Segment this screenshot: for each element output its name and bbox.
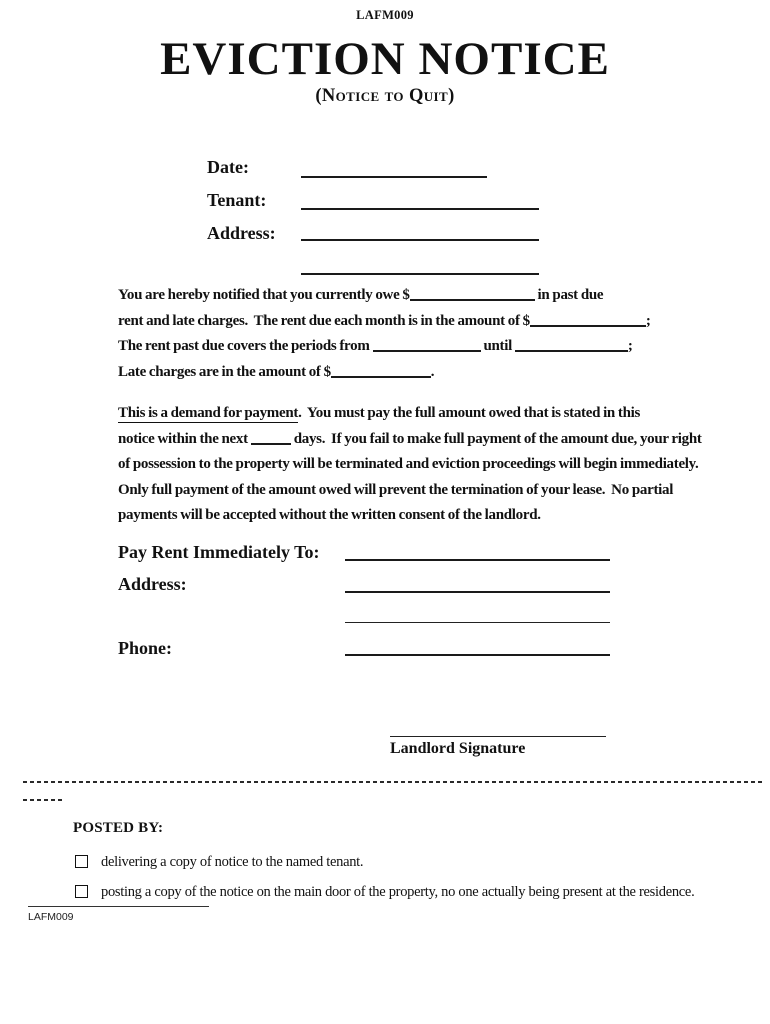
late-charges-blank[interactable] [331,363,431,378]
posted-option-delivering [75,853,363,871]
pay-to-label: Pay Rent Immediately To: [118,542,320,562]
tenant-field-line[interactable] [301,208,539,210]
demand-line-5: payments will be accepted without the written consent of the landlord. [118,507,541,524]
checkbox-icon[interactable] [75,855,88,868]
owed-line-3-tail: ; [627,338,633,355]
owed-line-4 [118,360,651,386]
posted-by-heading: POSTED BY: [73,820,164,836]
demand-line-4: Only full payment of the amount owed will prevent the termination of your lease. No partial [118,481,674,498]
days-blank[interactable] [251,430,291,445]
date-label: Date: [207,157,249,177]
landlord-signature-label: Landlord Signature [390,740,526,757]
page-title: EVICTION NOTICE [160,33,610,85]
demand-paragraph [118,401,702,529]
date-field-line[interactable] [301,176,487,178]
address-label: Address: [207,223,276,243]
monthly-rent-blank[interactable] [530,312,646,327]
owed-line-3 [118,334,651,360]
form-code-header: LAFM009 [356,8,414,22]
demand-lead-underlined: This is a demand for payment [118,405,299,421]
demand-line-2-tail: days. If you fail to make full payment of the amount due, your right [290,430,702,447]
owed-line-2-text: rent and late charges. The rent due each month is in the amount of $ [118,312,530,329]
owed-line-2 [118,309,651,335]
phone-label: Phone: [118,638,172,658]
demand-line-1 [118,401,702,427]
tenant-label: Tenant: [207,190,267,210]
footer-divider [28,906,209,907]
checkbox-icon[interactable] [75,885,88,898]
owed-line-3-text: The rent past due covers the periods from [118,338,373,355]
dashed-divider-line [23,781,763,783]
owed-line-4-text: Late charges are in the amount of $ [118,363,331,380]
demand-line-2-text: notice within the next [118,430,251,447]
pay-to-field-line[interactable] [345,559,610,561]
demand-line-2 [118,427,702,453]
period-until-blank[interactable] [515,337,628,352]
form-code-footer: LAFM009 [28,911,74,923]
dashed-divider-wrap [23,799,64,801]
owed-line-4-tail: . [430,363,435,380]
demand-line-1-rest: . You must pay the full amount owed that is stated in this [298,405,641,421]
page-subtitle: (Notice to Quit) [315,86,455,106]
amount-owed-blank[interactable] [410,286,535,301]
owed-line-2-tail: ; [645,312,651,329]
posted-option-label: delivering a copy of notice to the named tenant. [101,854,364,870]
owed-line-1 [118,283,651,309]
address-field-line-2[interactable] [301,273,539,275]
owed-line-1-tail: in past due [534,287,604,303]
period-from-blank[interactable] [373,337,481,352]
pay-address-label: Address: [118,574,187,594]
posted-option-posting [75,883,694,901]
owed-line-1-text: You are hereby notified that you currently owe $ [118,287,410,303]
landlord-signature-line[interactable] [390,736,606,737]
pay-address-field-line-2[interactable] [345,622,610,623]
phone-field-line[interactable] [345,654,610,656]
owed-paragraph [118,283,651,385]
pay-address-field-line-1[interactable] [345,591,610,593]
address-field-line-1[interactable] [301,239,539,241]
posted-option-label: posting a copy of the notice on the main door of the property, no one actually being present at the residence. [101,884,695,900]
owed-line-3-mid: until [480,338,515,355]
demand-line-3: of possession to the property will be terminated and eviction proceedings will begin immediately. [118,456,699,473]
